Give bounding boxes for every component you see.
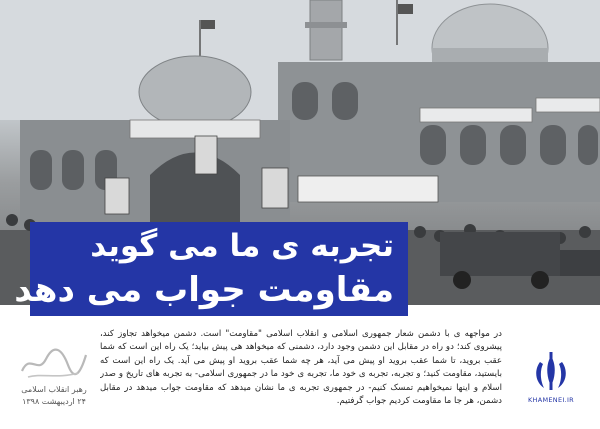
signature-block: [10, 345, 98, 425]
headline-box: [14, 222, 408, 316]
headline-line-1: تجربه ی ما می گوید: [90, 228, 394, 264]
emblem-icon: [510, 352, 592, 394]
signature-icon: [18, 345, 90, 383]
logo-block: [510, 352, 592, 410]
signature-role: رهبر انقلاب اسلامی: [21, 385, 87, 394]
logo-text: KHAMENEI.IR: [528, 396, 574, 404]
quote-text: در مواجهه ی با دشمن شعار جمهوری اسلامی و انقلاب اسلامی "مقاومت" است. دشمن میخواهد تجاوز کند، پیشروی کند؛ دو راه در مقابل این دشمن وجود دارد، دشمنی که میخواهد هی پیش بیاید؛ یک راه این است که شما عقب بروید، تا شما عقب بروید او پیش می آید، هر چه شما عقب بروید او پیش می آید. یک راه این است که بایستید، مقاومت کنید؛ و تجربه، تجربه ی خود ما، تجربه ی خود ما در جمهوری اسلامی- به تجربه های تاریخ و صدر اسلام و اینها نمیخواهیم تمسک کنیم- در جمهوری تجربه ی ما نشان میدهد که مقاومت جواب میدهد در مقابل دشمن، هر جا ما مقاومت کردیم جواب گرفتیم.: [100, 329, 502, 407]
headline-line-2: مقاومت جواب می دهد: [14, 270, 394, 310]
signature-date: ۲۴ اردیبهشت ۱۳۹۸: [22, 397, 86, 406]
